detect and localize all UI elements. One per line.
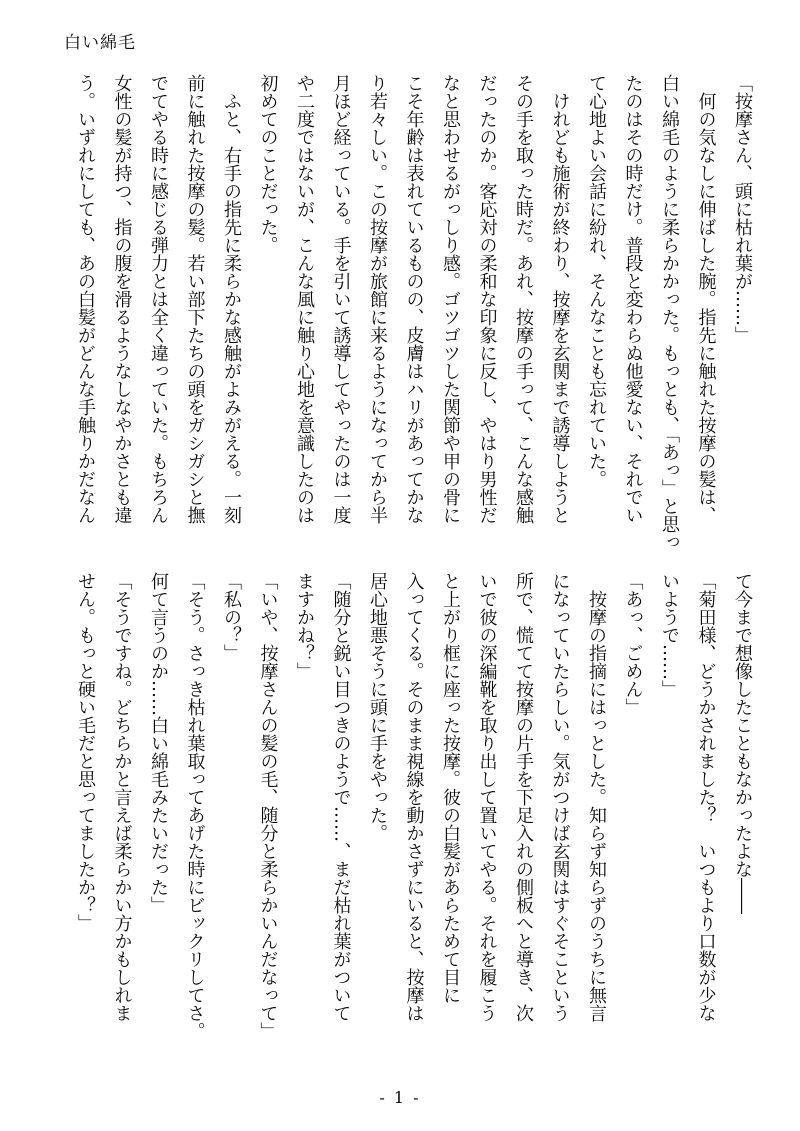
text-line: 月ほど経っている。手を引いて誘導してやったのは一度 [330, 74, 352, 524]
text-line: なと思わせるがっしり感。ゴツゴツした関節や甲の骨に [440, 74, 461, 524]
text-line: 「菊田様、どうかされました？ いつもより口数が少な [695, 572, 717, 1022]
lower-text-block [67, 572, 761, 1066]
text-line: になっていたらしい。気がつけば玄関はすぐそこという [549, 572, 571, 1022]
text-line: て今まで想像したこともなかったよな―― [732, 572, 753, 914]
upper-text-block [67, 74, 761, 568]
text-line: 初めてのことだった。 [257, 74, 279, 254]
text-line: や二度ではないが、こんな風に触り心地を意識したのは [294, 74, 315, 524]
text-line: 居心地悪そうに頭に手をやった。 [367, 572, 388, 842]
text-line: ますかね？」 [294, 572, 315, 680]
text-line: たのはその時だけ。普段と変わらぬ他愛ない、それでい [622, 74, 644, 524]
text-line: でてやる時に感じる弾力とは全く違っていた。もちろん [148, 74, 169, 524]
text-line: せん。もっと硬い毛だと思ってましたか？」 [75, 572, 96, 932]
text-line: 前に触れた按摩の髪。若い部下たちの頭をガシガシと撫 [184, 74, 206, 524]
text-line: り若々しい。この按摩が旅館に来るようになってから半 [367, 74, 388, 524]
text-line: 按摩の指摘にはっとした。知らず知らずのうちに無言 [586, 572, 607, 1022]
text-line: 女性の髪が持つ、指の腹を滑るようなしなやかさとも違 [111, 74, 133, 524]
text-line: だったのか。客応対の柔和な印象に反し、やはり男性だ [476, 74, 498, 524]
text-line: 所で、慌てて按摩の片手を下足入れの側板へと導き、次 [513, 572, 534, 1022]
text-line: 「そう。さっき枯れ葉取ってあげた時にビックリしてさ。 [184, 572, 206, 1040]
text-line: 白い綿毛のように柔らかかった。もっとも、「あっ」と思っ [659, 74, 680, 551]
text-line: 何て言うのか……白い綿毛みたいだった」 [148, 572, 169, 914]
text-line: 「いや、按摩さんの髪の毛、随分と柔らかいんだなって」 [257, 572, 279, 1040]
text-line: いようで……」 [659, 572, 680, 698]
text-line: て心地よい会話に紛れ、そんなことも忘れていた。 [586, 74, 607, 488]
text-line: 「按摩さん、頭に枯れ葉が……」 [732, 74, 753, 344]
text-line: 入ってくる。そのまま視線を動かさずにいると、按摩は [403, 572, 425, 1022]
text-line: 「随分と鋭い目つきのようで……、まだ枯れ葉がついて [330, 572, 352, 1022]
text-line: 何の気なしに伸ばした腕。指先に触れた按摩の髪は、 [695, 74, 717, 524]
text-line: ふと、右手の指先に柔らかな感触がよみがえる。一刻 [221, 74, 242, 524]
text-line: いで彼の深編靴を取り出して置いてやる。それを履こう [476, 572, 498, 1022]
text-line: こそ年齢は表れているものの、皮膚はハリがあってかな [403, 74, 425, 524]
text-line: その手を取った時だ。あれ、按摩の手って、こんな感触 [513, 74, 534, 524]
text-line: 「そうですね。どちらかと言えば柔らかい方かもしれま [111, 572, 133, 1022]
page-number: - 1 - [379, 1088, 421, 1107]
document-title: 白い綿毛 [64, 33, 136, 53]
text-line: けれども施術が終わり、按摩を玄関まで誘導しようと [549, 74, 571, 524]
text-line: う。いずれにしても、あの白髪がどんな手触りかだなん [75, 74, 96, 524]
text-line: 「あっ、ごめん」 [622, 572, 644, 716]
text-line: 「私の？」 [221, 572, 242, 662]
text-line: と上がり框に座った按摩。彼の白髪があらためて目に [440, 572, 461, 1004]
